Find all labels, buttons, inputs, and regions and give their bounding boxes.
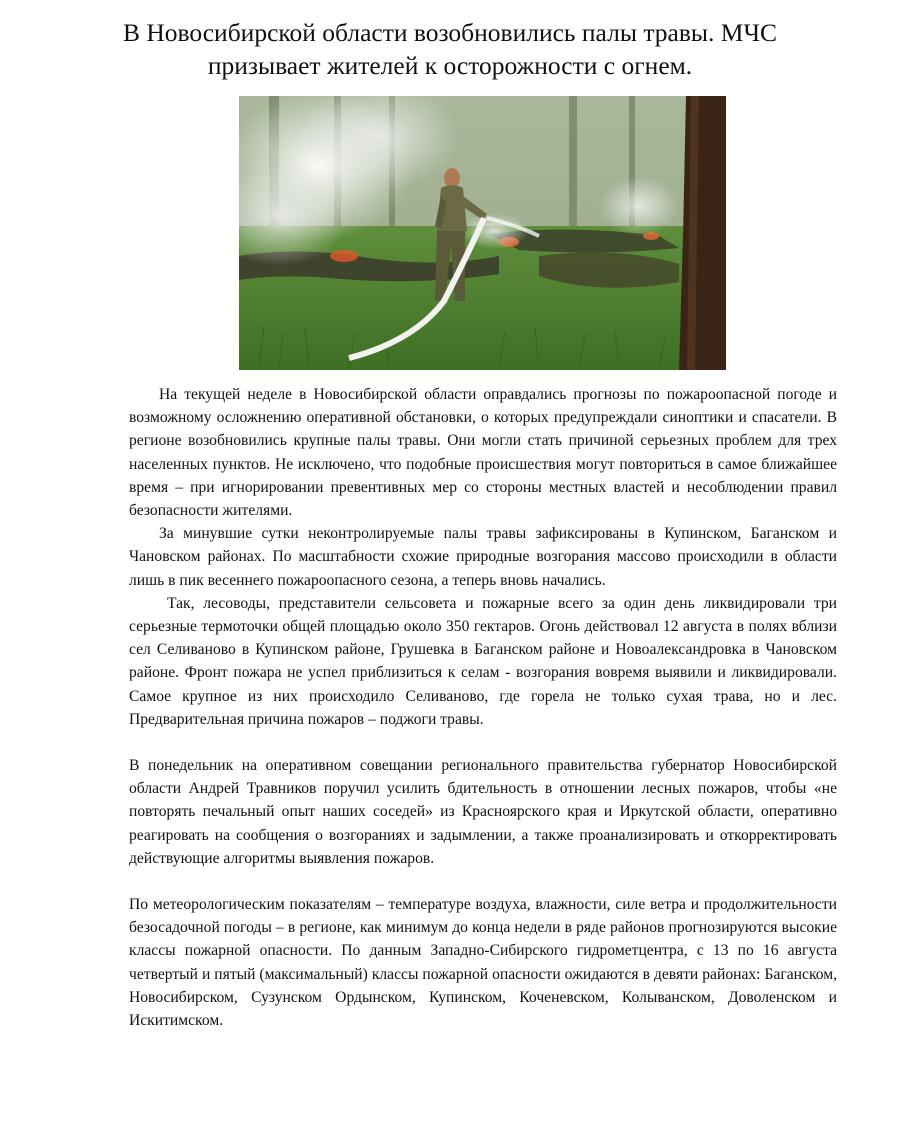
paragraph-1: На текущей неделе в Новосибирской области оправдались прогнозы по пожароопасной погоде и возможному осложнению оперативной обстановки, о которых предупреждали синоптики и спасатели. В регионе возобновились крупные палы травы. Они могли стать причиной серьезных проблем для трех населенных пунктов. Не исключено, что подобные происшествия могут повториться в самое ближайшее время – при игнорировании превентивных мер со стороны местных властей и несоблюдении правил безопасности жителями.	[129, 386, 837, 520]
article-photo	[239, 96, 726, 370]
paragraph-4: В понедельник на оперативном совещании регионального правительства губернатор Новосибирской области Андрей Травников поручил усилить бдительность в отношении лесных пожаров, чтобы «не повторять печальный опыт наших соседей» из Красноярского края и Иркутской области, оперативно реагировать на сообщения о возгораниях и задымлении, а также проанализировать и откорректировать действующие алгоритмы выявления пожаров.	[129, 757, 837, 867]
paragraph-3: Так, лесоводы, представители сельсовета и пожарные всего за один день ликвидировали три серьезные термоточки общей площадью около 350 гектаров. Огонь действовал 12 августа в полях вблизи сел Селиваново в Купинском районе, Грушевка в Баганском районе и Новоалександровка в Чановском районе. Фронт пожара не успел приблизиться к селам - возгорания вовремя выявили и ликвидировали. Самое крупное из них происходило Селиваново, где горела не только сухая трава, но и лес. Предварительная причина пожаров – поджоги травы.	[129, 594, 837, 728]
paragraph-2: За минувшие сутки неконтролируемые палы травы зафиксированы в Купинском, Баганском и Чановском районах. По масштабности схожие природные возгорания массово происходили в области лишь в пик весеннего пожароопасного сезона, а теперь вновь начались.	[129, 525, 837, 589]
article-title: В Новосибирской области возобновились палы травы. МЧС призывает жителей к осторожности с огнем.	[122, 18, 778, 80]
firefighter-photo	[239, 96, 726, 370]
paragraph-5: По метеорологическим показателям – температуре воздуха, влажности, силе ветра и продолжительности безосадочной погоды – в регионе, как минимум до конца недели в ряде районов прогнозируются высокие классы пожарной опасности. По данным Западно-Сибирского гидрометцентра, с 13 по 16 августа четвертый и пятый (максимальный) классы пожарной опасности ожидаются в девяти районах: Баганском, Новосибирском, Сузунском Ордынском, Купинском, Коченевском, Колыванском, Доволенском и Искитимском.	[129, 896, 837, 1030]
article-body	[129, 383, 837, 1032]
